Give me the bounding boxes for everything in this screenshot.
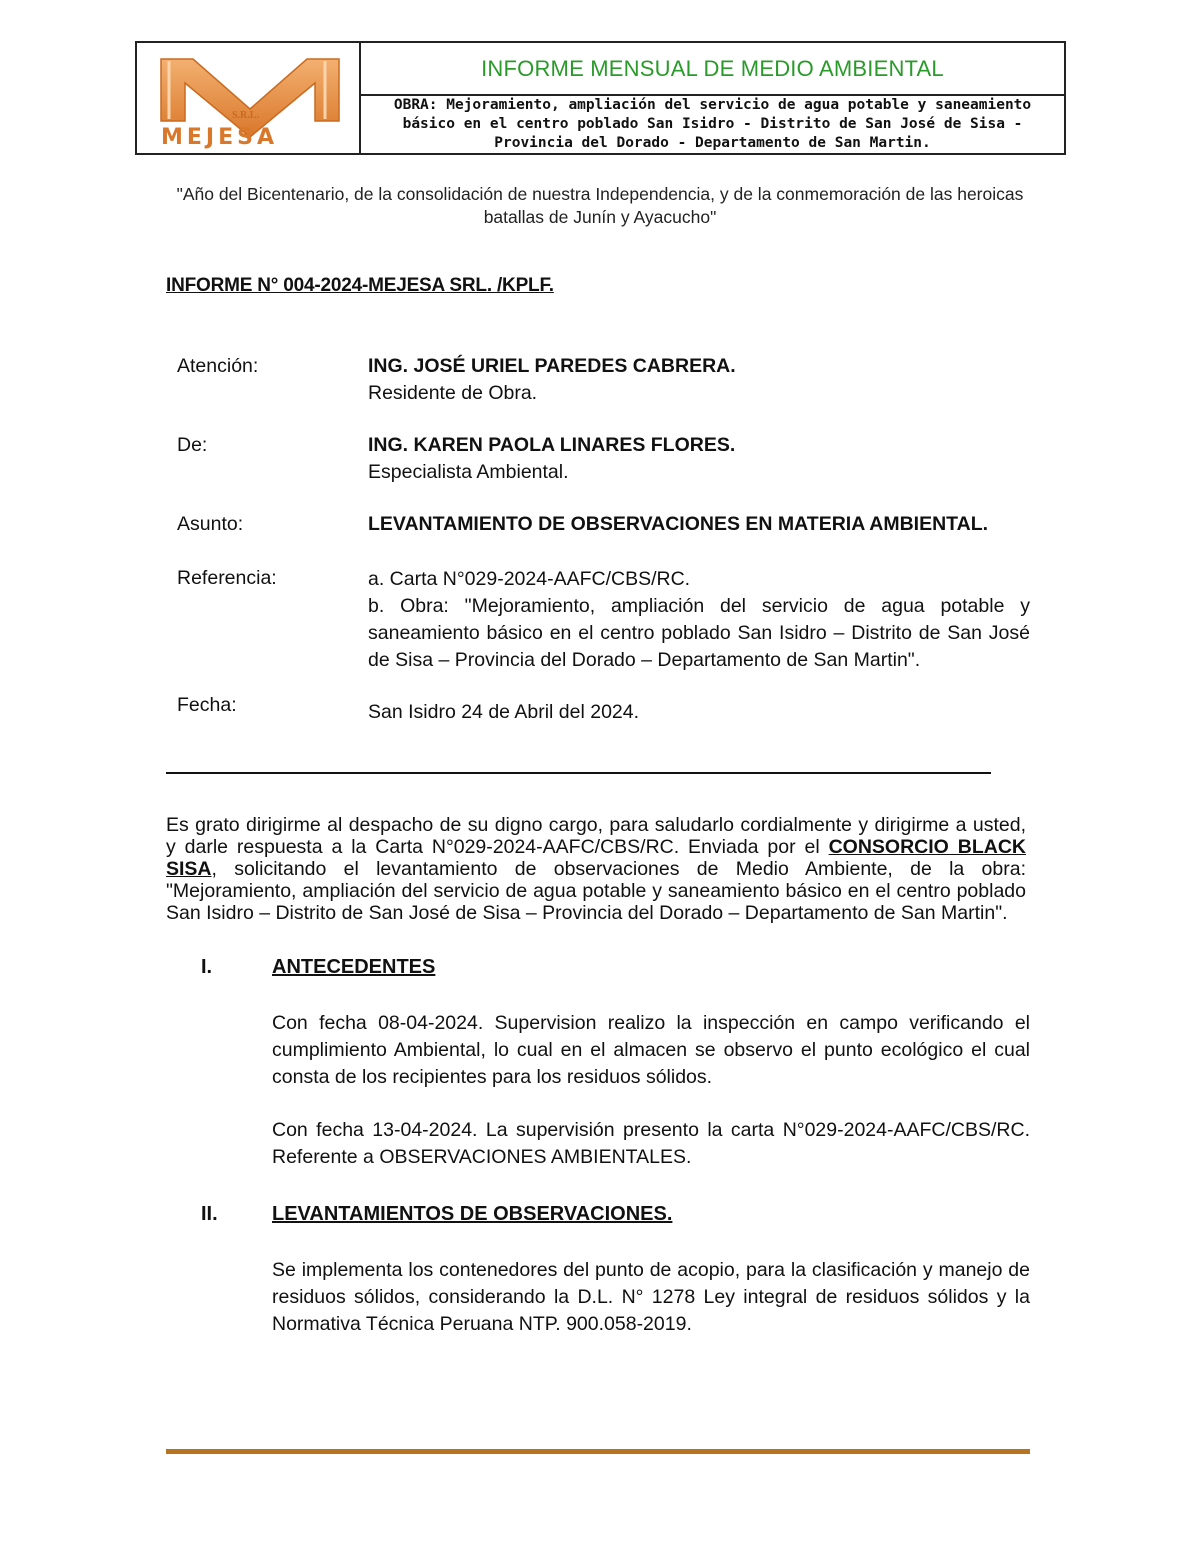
- company-name: MEJESA: [161, 125, 279, 150]
- attention-role: Residente de Obra.: [368, 382, 538, 404]
- obra-description: OBRA: Mejoramiento, ampliación del servicio de agua potable y saneamiento básico en el centro poblado San Isidro - Distrito de San José de Sisa - Provincia del Dorado - Departamento de San Martin.: [393, 97, 1032, 151]
- section-2-paragraph-1: Se implementa los contenedores del punto de acopio, para la clasificación y manejo de residuos sólidos, considerando la D.L. N° 1278 Ley integral de residuos sólidos y la Normativa Técnica Peruana NTP. 900.058-2019.: [272, 1259, 1030, 1335]
- subject-label: Asunto:: [177, 513, 244, 535]
- section-1-paragraph-2: Con fecha 13-04-2024. La supervisión presento la carta N°029-2024-AAFC/CBS/RC. Referente a OBSERVACIONES AMBIENTALES.: [272, 1119, 1030, 1168]
- intro-consortium: CONSORCIO BLACK SISA: [166, 836, 1026, 880]
- from-block: [368, 432, 1030, 486]
- reference-label: Referencia:: [177, 567, 277, 589]
- section-1-title: ANTECEDENTES: [272, 956, 436, 978]
- attention-name: ING. JOSÉ URIEL PAREDES CABRERA.: [368, 355, 736, 377]
- section-1-number: I.: [201, 956, 213, 978]
- reference-b: b. Obra: "Mejoramiento, ampliación del servicio de agua potable y saneamiento básico en el centro poblado San Isidro – Distrito de San José de Sisa – Provincia del Dorado – Departamento de San Martin".: [368, 595, 1030, 671]
- company-logo: [137, 43, 361, 153]
- header-table: [135, 41, 1066, 155]
- section-1-paragraph-1: Con fecha 08-04-2024. Supervision realizo la inspección en campo verificando el cumplimiento Ambiental, lo cual en el almacen se observo el punto ecológico el cual consta de los recipientes para los residuos sólidos.: [272, 1012, 1030, 1088]
- attention-label: Atención:: [177, 355, 259, 377]
- from-name: ING. KAREN PAOLA LINARES FLORES.: [368, 434, 736, 456]
- section-2-number: II.: [201, 1203, 218, 1225]
- from-role: Especialista Ambiental.: [368, 461, 569, 483]
- date-value: San Isidro 24 de Abril del 2024.: [368, 701, 640, 723]
- footer-line: [166, 1449, 1030, 1454]
- intro-text-1: Es grato dirigirme al despacho de su digno cargo, para saludarlo cordialmente y dirigirme a usted, y darle respuesta a la Carta N°029-2024-AAFC/CBS/RC. Enviada por el: [166, 814, 1026, 858]
- year-motto: "Año del Bicentenario, de la consolidación de nuestra Independencia, y de la conmemoración de las heroicas batallas de Junín y Ayacucho": [176, 184, 1024, 227]
- reference-block: [368, 566, 1030, 674]
- attention-block: [368, 353, 1030, 407]
- report-title: INFORME MENSUAL DE MEDIO AMBIENTAL: [361, 43, 1064, 96]
- report-number: INFORME N° 004-2024-MEJESA SRL. /KPLF.: [166, 275, 554, 296]
- intro-text-2: , solicitando el levantamiento de observaciones de Medio Ambiente, de la obra: "Mejoramiento, ampliación del servicio de agua potable y saneamiento básico en el centro poblado San Isidro – Distrito de San José de Sisa – Provincia del Dorado – Departamento de San Martin".: [166, 858, 1026, 924]
- company-suffix: S.R.L.: [232, 110, 259, 121]
- from-label: De:: [177, 434, 208, 456]
- date-label: Fecha:: [177, 694, 237, 716]
- subject-value: LEVANTAMIENTO DE OBSERVACIONES EN MATERIA AMBIENTAL.: [368, 513, 989, 535]
- separator-line: [166, 772, 991, 774]
- section-2-title: LEVANTAMIENTOS DE OBSERVACIONES.: [272, 1203, 673, 1225]
- intro-paragraph: [166, 814, 1026, 924]
- reference-a: a. Carta N°029-2024-AAFC/CBS/RC.: [368, 568, 691, 590]
